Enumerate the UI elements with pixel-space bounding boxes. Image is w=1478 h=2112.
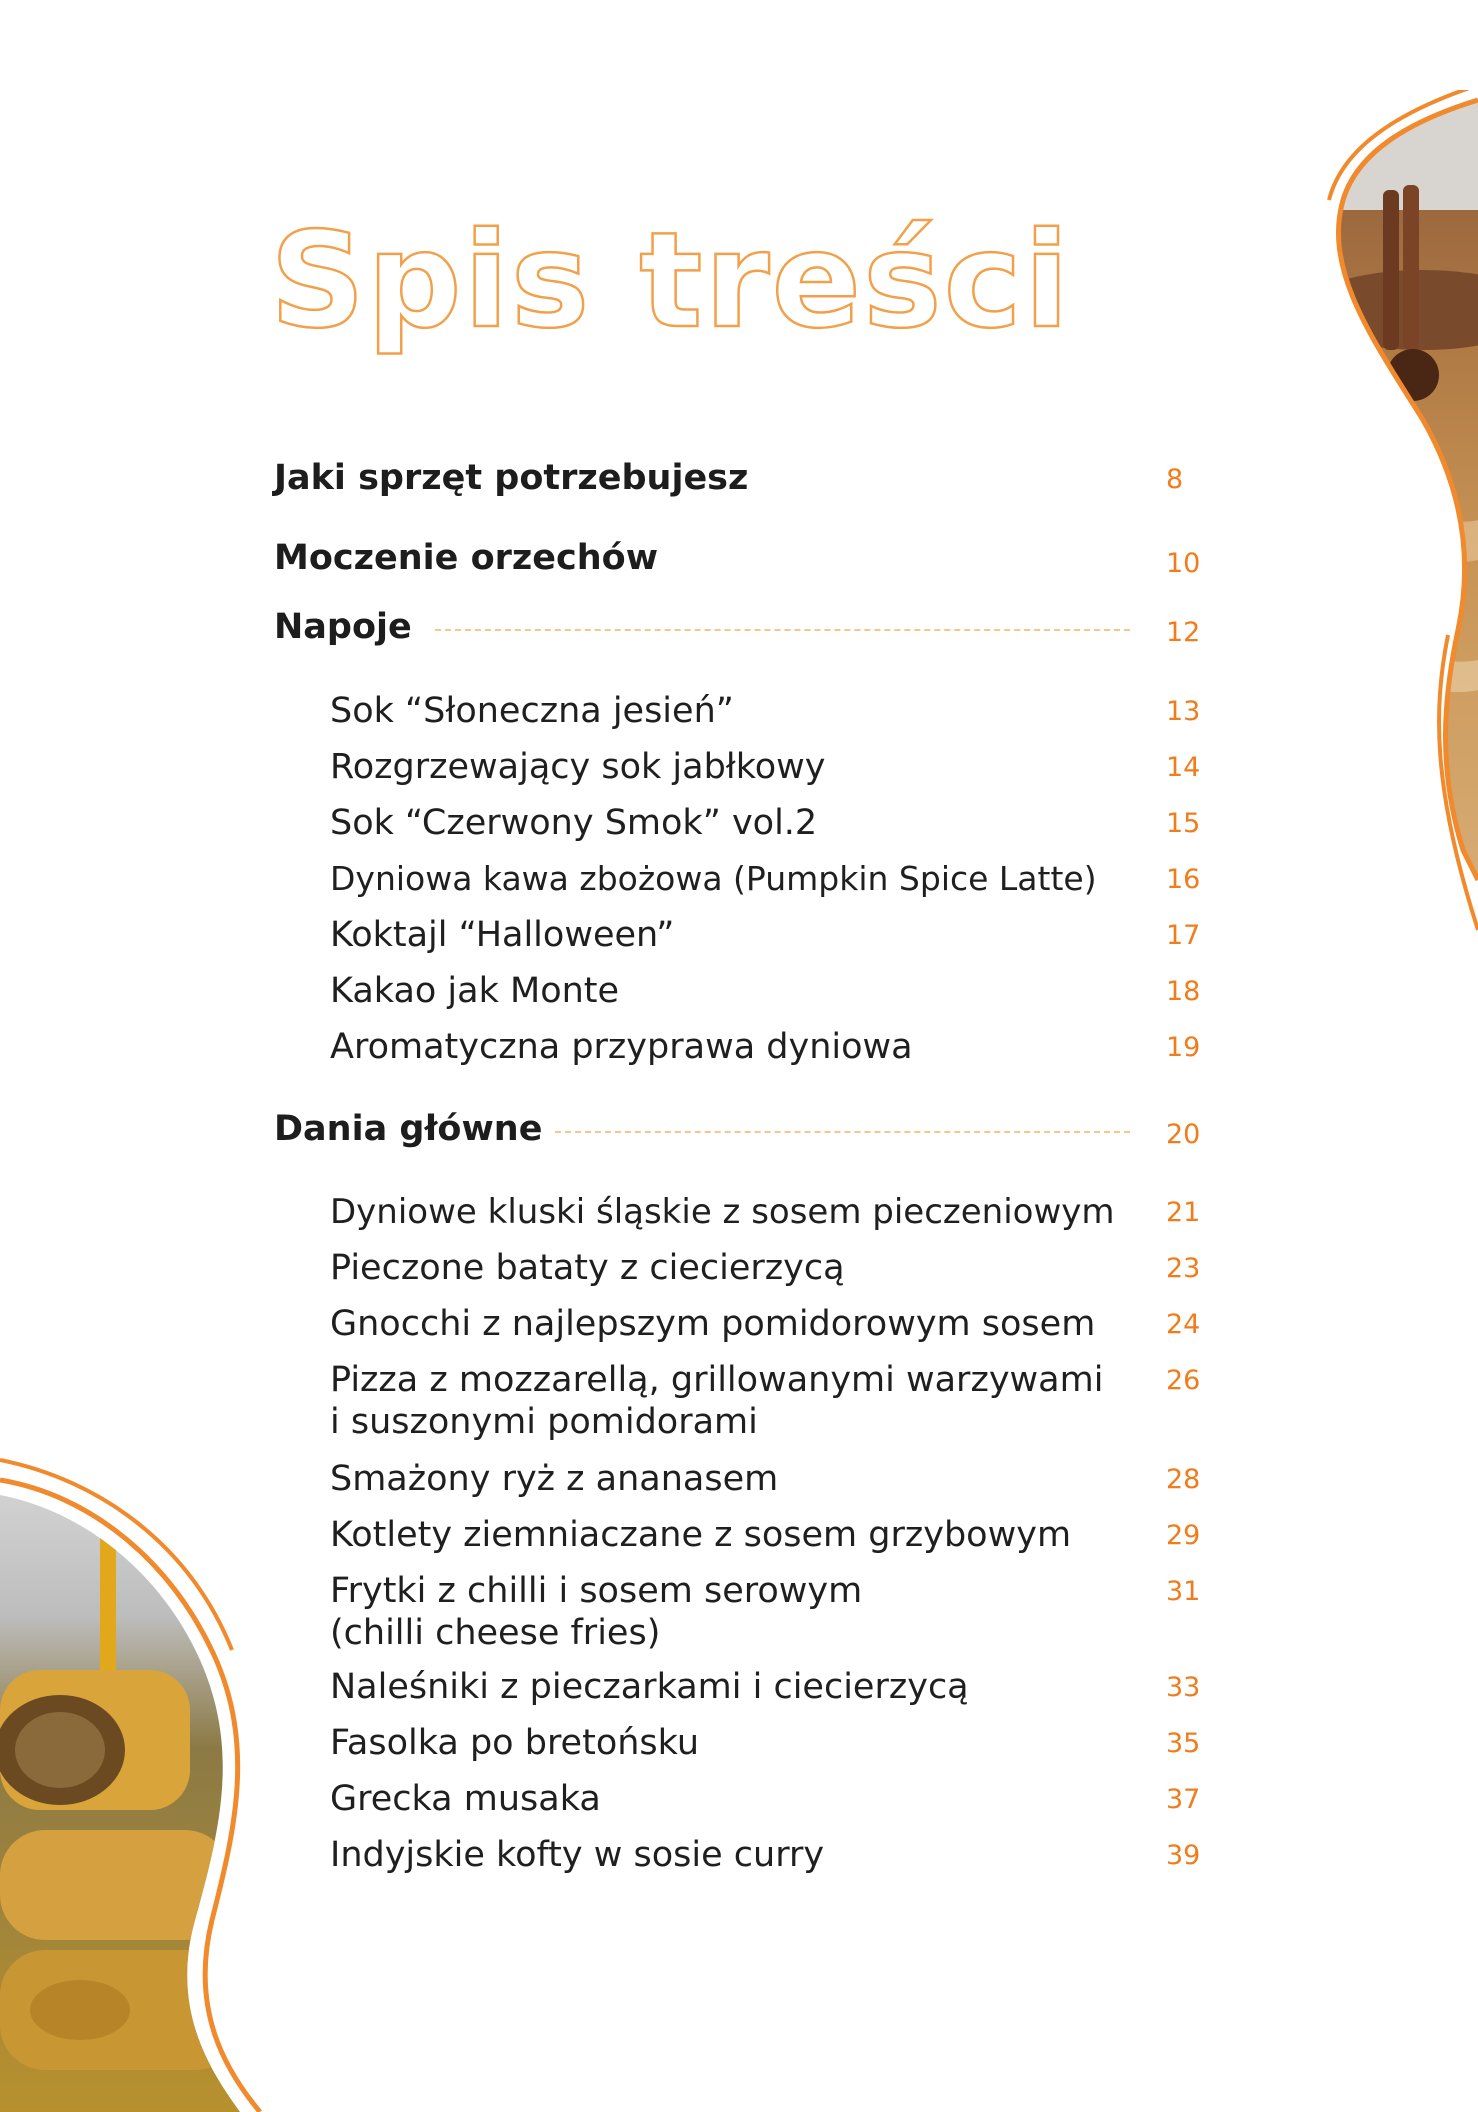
page-number: 12 xyxy=(1166,617,1201,648)
page-number: 39 xyxy=(1166,1840,1201,1871)
dotted-leader xyxy=(555,1131,1130,1133)
page-number: 35 xyxy=(1166,1728,1201,1759)
section-label: Jaki sprzęt potrzebujesz xyxy=(274,458,749,498)
page-number: 33 xyxy=(1166,1672,1201,1703)
item-label: Smażony ryż z ananasem xyxy=(330,1459,779,1499)
page-number: 24 xyxy=(1166,1309,1201,1340)
item-label: Kakao jak Monte xyxy=(330,971,620,1011)
page-number: 17 xyxy=(1166,920,1201,951)
item-label-continued: i suszonymi pomidorami xyxy=(330,1402,758,1442)
page-number: 28 xyxy=(1166,1464,1201,1495)
item-label: Sok “Słoneczna jesień” xyxy=(330,691,734,731)
item-label: Gnocchi z najlepszym pomidorowym sosem xyxy=(330,1304,1096,1344)
page-number: 29 xyxy=(1166,1520,1201,1551)
page-number: 8 xyxy=(1166,464,1184,495)
page-number: 15 xyxy=(1166,808,1201,839)
item-label: Pizza z mozzarellą, grillowanymi warzywami xyxy=(330,1360,1104,1400)
page-number: 16 xyxy=(1166,864,1201,895)
page-number: 31 xyxy=(1166,1576,1201,1607)
section-label: Napoje xyxy=(274,607,412,647)
item-label-continued: (chilli cheese fries) xyxy=(330,1613,661,1653)
page-number: 21 xyxy=(1166,1197,1201,1228)
page-number: 13 xyxy=(1166,696,1201,727)
page-number: 14 xyxy=(1166,752,1201,783)
section-label: Dania główne xyxy=(274,1109,543,1149)
page-number: 23 xyxy=(1166,1253,1201,1284)
page-number: 19 xyxy=(1166,1032,1201,1063)
page-number: 18 xyxy=(1166,976,1201,1007)
page-number: 26 xyxy=(1166,1365,1201,1396)
page-number: 20 xyxy=(1166,1119,1201,1150)
item-label: Grecka musaka xyxy=(330,1779,601,1819)
item-label: Naleśniki z pieczarkami i ciecierzycą xyxy=(330,1667,969,1707)
item-label: Pieczone bataty z ciecierzycą xyxy=(330,1248,845,1288)
item-label: Dyniowa kawa zbożowa (Pumpkin Spice Latte) xyxy=(330,859,1097,898)
item-label: Kotlety ziemniaczane z sosem grzybowym xyxy=(330,1515,1072,1555)
item-label: Indyjskie kofty w sosie curry xyxy=(330,1835,825,1875)
item-label: Koktajl “Halloween” xyxy=(330,915,675,955)
item-label: Rozgrzewający sok jabłkowy xyxy=(330,747,826,787)
item-label: Fasolka po bretońsku xyxy=(330,1723,700,1763)
page-title: Spis treści xyxy=(270,204,1072,358)
page-number: 37 xyxy=(1166,1784,1201,1815)
dotted-leader xyxy=(435,629,1130,631)
item-label: Dyniowe kluski śląskie z sosem pieczeniowym xyxy=(330,1192,1115,1232)
item-label: Sok “Czerwony Smok” vol.2 xyxy=(330,803,818,843)
item-label: Aromatyczna przyprawa dyniowa xyxy=(330,1027,913,1067)
page-number: 10 xyxy=(1166,548,1201,579)
item-label: Frytki z chilli i sosem serowym xyxy=(330,1571,863,1611)
section-label: Moczenie orzechów xyxy=(274,538,659,578)
